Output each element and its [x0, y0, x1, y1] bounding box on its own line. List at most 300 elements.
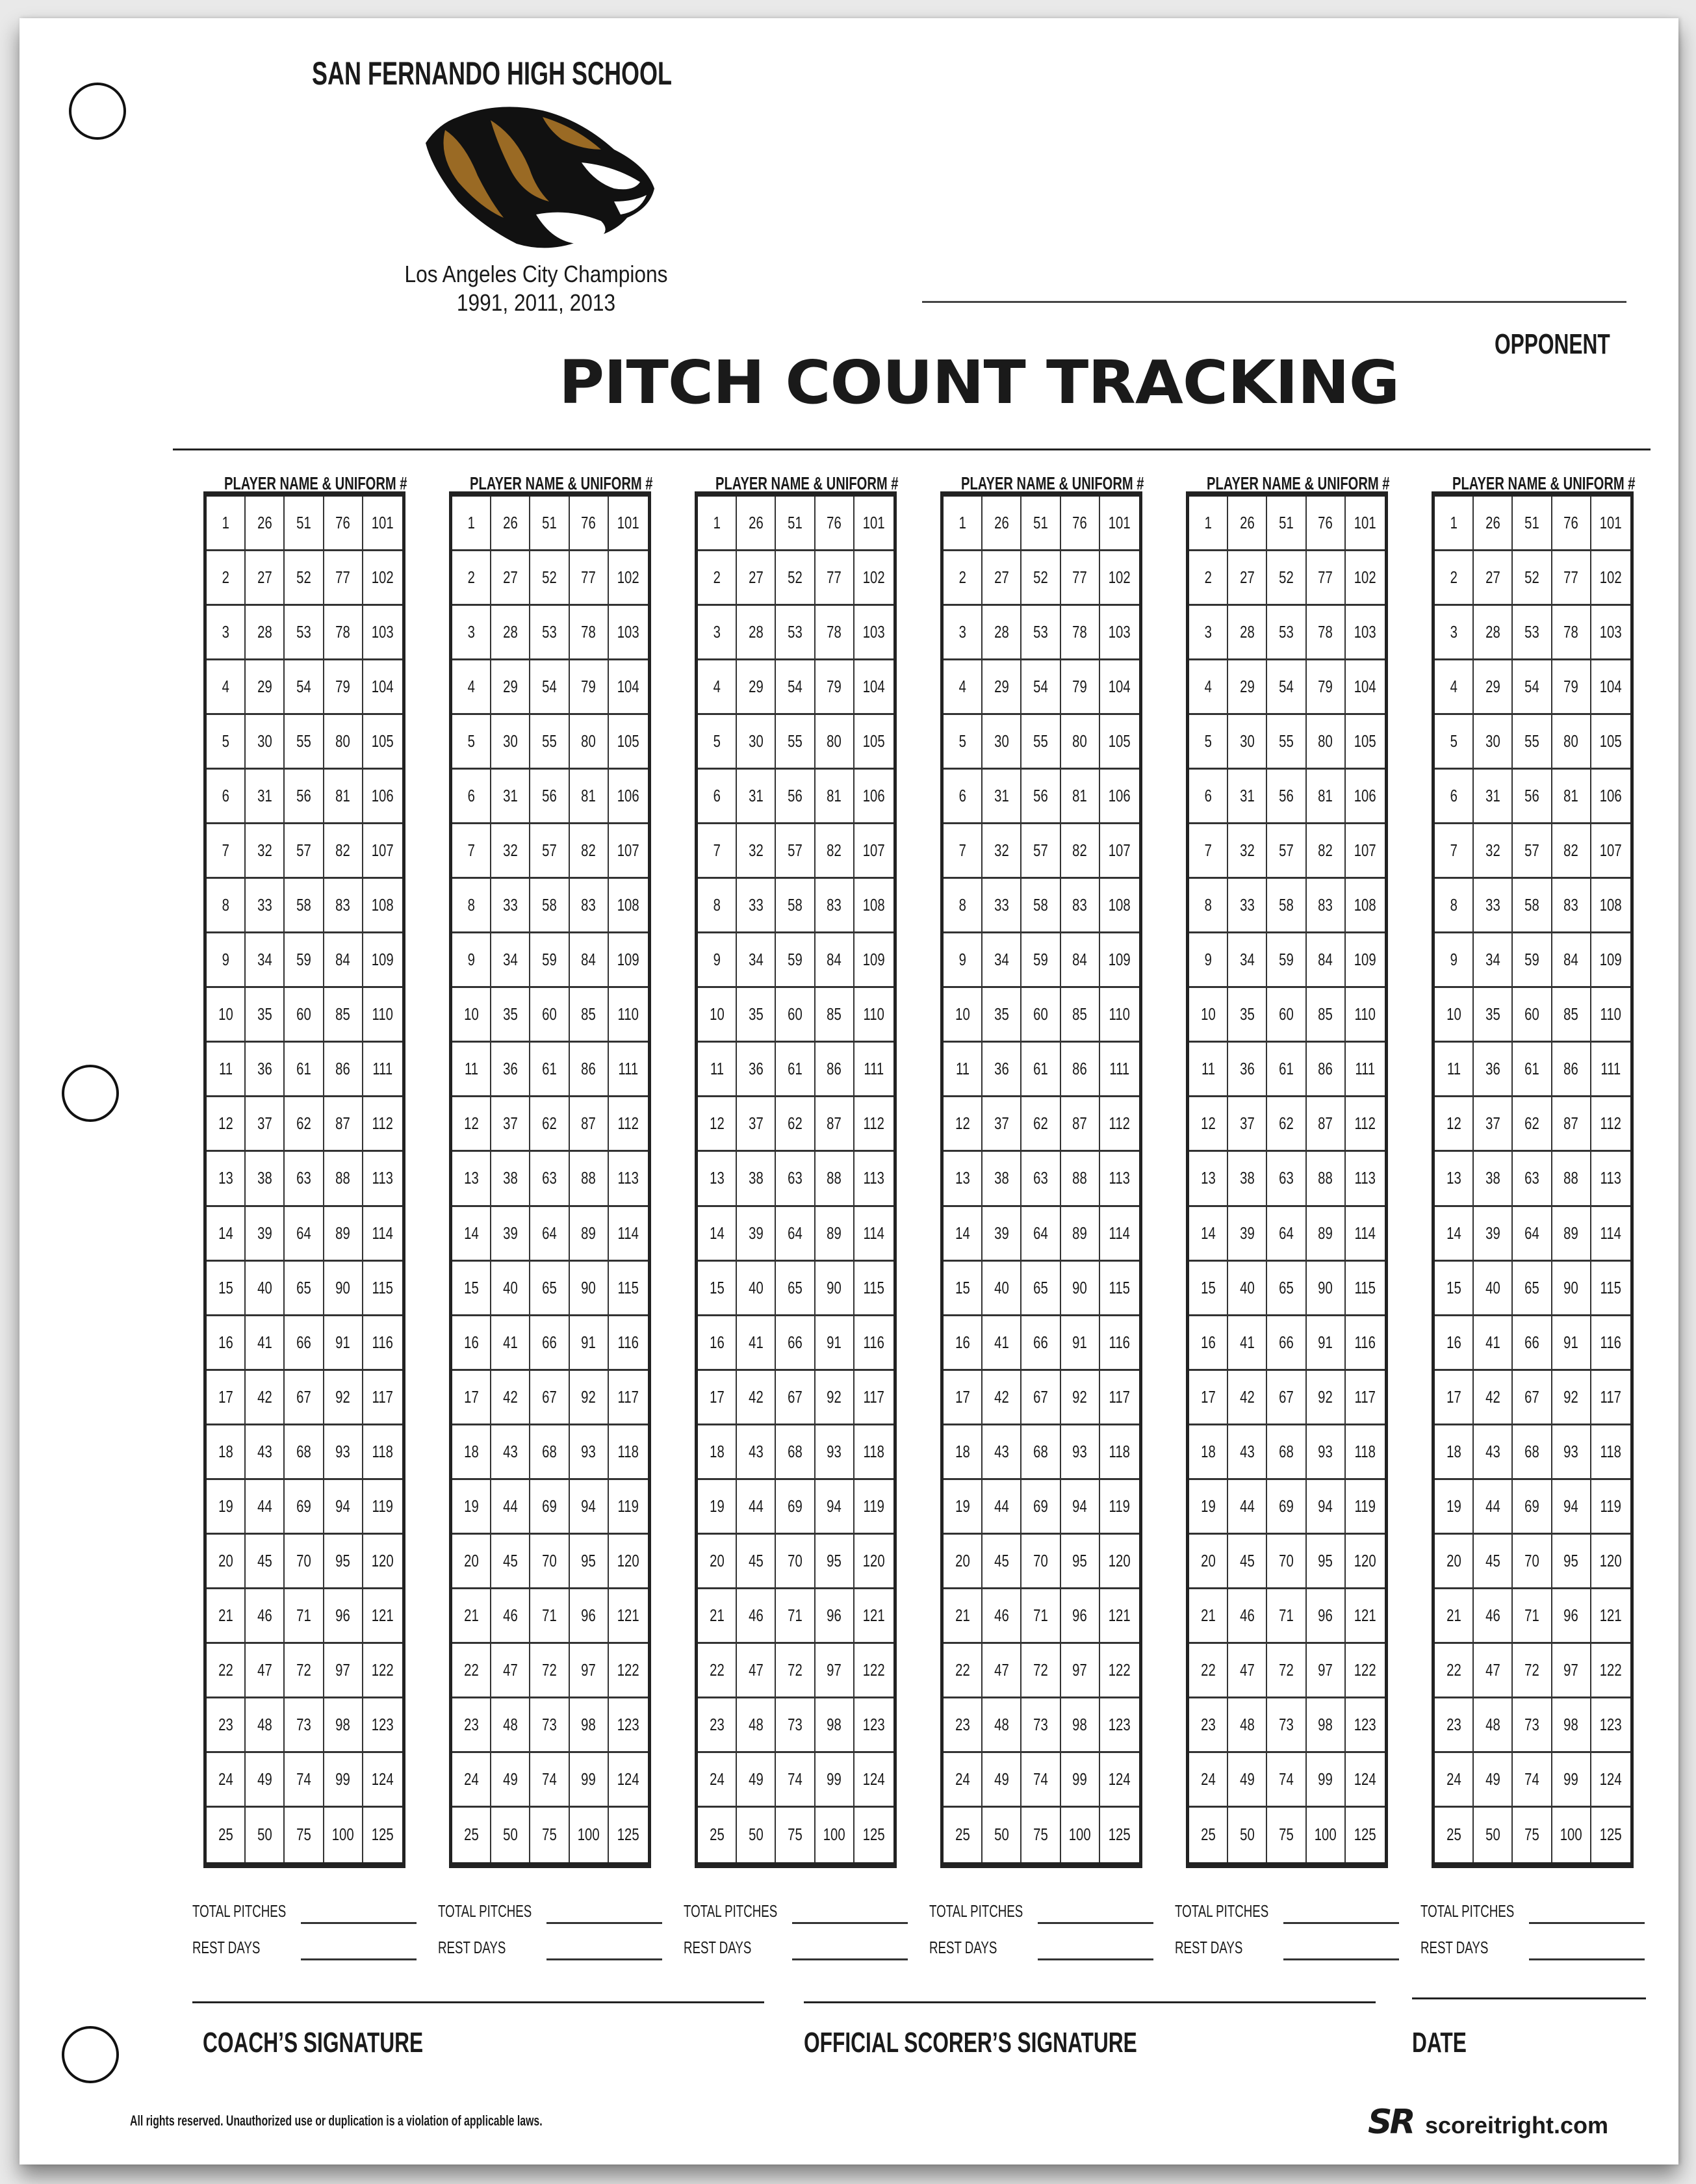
pitch-cell[interactable]	[983, 879, 1021, 933]
pitch-cell[interactable]	[1552, 606, 1591, 660]
pitch-cell[interactable]	[1307, 1371, 1346, 1425]
pitch-cell[interactable]	[1346, 1262, 1385, 1316]
total-pitches-field[interactable]	[546, 1922, 662, 1924]
pitch-cell[interactable]	[737, 1535, 776, 1589]
pitch-cell[interactable]	[1513, 1535, 1552, 1589]
pitch-cell[interactable]	[609, 1043, 648, 1097]
pitch-cell[interactable]	[776, 1808, 815, 1862]
pitch-cell[interactable]	[1346, 1371, 1385, 1425]
pitch-cell[interactable]	[491, 1480, 530, 1535]
pitch-cell[interactable]	[207, 1316, 246, 1371]
pitch-cell[interactable]	[246, 988, 285, 1043]
pitch-cell[interactable]	[1346, 770, 1385, 824]
pitch-cell[interactable]	[1552, 1535, 1591, 1589]
pitch-cell[interactable]	[324, 551, 363, 606]
pitch-cell[interactable]	[737, 1097, 776, 1152]
pitch-cell[interactable]	[1189, 497, 1228, 551]
pitch-cell[interactable]	[491, 606, 530, 660]
pitch-cell[interactable]	[246, 933, 285, 988]
pitch-cell[interactable]	[854, 933, 893, 988]
pitch-cell[interactable]	[698, 933, 737, 988]
pitch-cell[interactable]	[1021, 988, 1060, 1043]
pitch-cell[interactable]	[1189, 606, 1228, 660]
pitch-cell[interactable]	[854, 1753, 893, 1808]
pitch-cell[interactable]	[1591, 1698, 1630, 1753]
pitch-cell[interactable]	[983, 1371, 1021, 1425]
pitch-cell[interactable]	[363, 1371, 402, 1425]
pitch-cell[interactable]	[944, 497, 983, 551]
pitch-cell[interactable]	[737, 824, 776, 879]
pitch-cell[interactable]	[363, 1480, 402, 1535]
pitch-cell[interactable]	[816, 1808, 854, 1862]
pitch-cell[interactable]	[1228, 606, 1267, 660]
pitch-cell[interactable]	[1346, 606, 1385, 660]
pitch-cell[interactable]	[609, 1152, 648, 1206]
pitch-cell[interactable]	[698, 770, 737, 824]
pitch-cell[interactable]	[1267, 1207, 1306, 1262]
pitch-cell[interactable]	[1474, 1808, 1513, 1862]
player-name-header[interactable]: PLAYER NAME & UNIFORM #	[1452, 473, 1636, 493]
pitch-cell[interactable]	[1061, 879, 1100, 933]
pitch-cell[interactable]	[1513, 1698, 1552, 1753]
pitch-cell[interactable]	[1100, 606, 1139, 660]
pitch-cell[interactable]	[1267, 551, 1306, 606]
pitch-cell[interactable]	[1552, 1808, 1591, 1862]
pitch-cell[interactable]	[854, 1371, 893, 1425]
player-name-header[interactable]: PLAYER NAME & UNIFORM #	[224, 473, 407, 493]
pitch-cell[interactable]	[776, 715, 815, 770]
pitch-cell[interactable]	[854, 1698, 893, 1753]
pitch-cell[interactable]	[1513, 1043, 1552, 1097]
pitch-cell[interactable]	[570, 1425, 609, 1480]
pitch-cell[interactable]	[816, 824, 854, 879]
pitch-cell[interactable]	[324, 1043, 363, 1097]
pitch-cell[interactable]	[698, 1316, 737, 1371]
pitch-cell[interactable]	[452, 715, 491, 770]
pitch-cell[interactable]	[1346, 715, 1385, 770]
pitch-cell[interactable]	[737, 1207, 776, 1262]
pitch-cell[interactable]	[246, 1262, 285, 1316]
pitch-cell[interactable]	[1267, 1425, 1306, 1480]
pitch-cell[interactable]	[363, 1589, 402, 1644]
pitch-cell[interactable]	[207, 1207, 246, 1262]
pitch-cell[interactable]	[983, 551, 1021, 606]
pitch-cell[interactable]	[944, 1808, 983, 1862]
pitch-cell[interactable]	[698, 879, 737, 933]
pitch-cell[interactable]	[1346, 1043, 1385, 1097]
pitch-cell[interactable]	[1100, 1371, 1139, 1425]
pitch-cell[interactable]	[1061, 1425, 1100, 1480]
pitch-cell[interactable]	[816, 1152, 854, 1206]
pitch-cell[interactable]	[530, 879, 569, 933]
pitch-cell[interactable]	[1189, 1753, 1228, 1808]
pitch-cell[interactable]	[854, 824, 893, 879]
pitch-cell[interactable]	[1591, 551, 1630, 606]
pitch-cell[interactable]	[570, 497, 609, 551]
rest-days-field[interactable]	[1038, 1958, 1153, 1960]
pitch-cell[interactable]	[1307, 1097, 1346, 1152]
pitch-cell[interactable]	[530, 1589, 569, 1644]
pitch-cell[interactable]	[570, 988, 609, 1043]
pitch-cell[interactable]	[246, 770, 285, 824]
pitch-cell[interactable]	[1346, 1425, 1385, 1480]
pitch-cell[interactable]	[1435, 988, 1474, 1043]
pitch-cell[interactable]	[1346, 1207, 1385, 1262]
pitch-cell[interactable]	[944, 1753, 983, 1808]
pitch-cell[interactable]	[285, 1808, 324, 1862]
pitch-cell[interactable]	[1552, 988, 1591, 1043]
pitch-cell[interactable]	[1189, 933, 1228, 988]
pitch-cell[interactable]	[1267, 824, 1306, 879]
pitch-cell[interactable]	[1435, 1152, 1474, 1206]
pitch-cell[interactable]	[1189, 1152, 1228, 1206]
pitch-cell[interactable]	[452, 1698, 491, 1753]
pitch-cell[interactable]	[491, 1262, 530, 1316]
pitch-cell[interactable]	[1591, 1152, 1630, 1206]
pitch-cell[interactable]	[1591, 1589, 1630, 1644]
pitch-cell[interactable]	[944, 1535, 983, 1589]
pitch-cell[interactable]	[1100, 660, 1139, 715]
pitch-cell[interactable]	[854, 660, 893, 715]
pitch-cell[interactable]	[1100, 497, 1139, 551]
pitch-cell[interactable]	[776, 1097, 815, 1152]
pitch-cell[interactable]	[698, 1262, 737, 1316]
pitch-cell[interactable]	[1100, 1316, 1139, 1371]
opponent-line[interactable]	[922, 301, 1626, 303]
pitch-cell[interactable]	[816, 497, 854, 551]
pitch-cell[interactable]	[1061, 1207, 1100, 1262]
pitch-cell[interactable]	[491, 770, 530, 824]
pitch-cell[interactable]	[854, 1152, 893, 1206]
pitch-cell[interactable]	[854, 1097, 893, 1152]
pitch-cell[interactable]	[1189, 1808, 1228, 1862]
pitch-cell[interactable]	[491, 1316, 530, 1371]
pitch-cell[interactable]	[1307, 606, 1346, 660]
pitch-cell[interactable]	[1474, 1097, 1513, 1152]
pitch-cell[interactable]	[207, 1535, 246, 1589]
pitch-cell[interactable]	[1189, 879, 1228, 933]
pitch-cell[interactable]	[1474, 660, 1513, 715]
pitch-cell[interactable]	[246, 660, 285, 715]
pitch-cell[interactable]	[570, 1698, 609, 1753]
pitch-cell[interactable]	[737, 1262, 776, 1316]
pitch-cell[interactable]	[944, 1698, 983, 1753]
pitch-cell[interactable]	[816, 988, 854, 1043]
total-pitches-field[interactable]	[1038, 1922, 1153, 1924]
pitch-cell[interactable]	[1021, 606, 1060, 660]
pitch-cell[interactable]	[363, 606, 402, 660]
pitch-cell[interactable]	[452, 1425, 491, 1480]
pitch-cell[interactable]	[1267, 1589, 1306, 1644]
pitch-cell[interactable]	[570, 1097, 609, 1152]
player-name-header[interactable]: PLAYER NAME & UNIFORM #	[470, 473, 653, 493]
pitch-cell[interactable]	[698, 1644, 737, 1698]
pitch-cell[interactable]	[1307, 551, 1346, 606]
pitch-cell[interactable]	[776, 1371, 815, 1425]
pitch-cell[interactable]	[1021, 497, 1060, 551]
player-name-header[interactable]: PLAYER NAME & UNIFORM #	[1207, 473, 1390, 493]
pitch-cell[interactable]	[1552, 1152, 1591, 1206]
pitch-cell[interactable]	[1435, 1644, 1474, 1698]
pitch-cell[interactable]	[1061, 1262, 1100, 1316]
pitch-cell[interactable]	[285, 1480, 324, 1535]
pitch-cell[interactable]	[324, 497, 363, 551]
pitch-cell[interactable]	[207, 551, 246, 606]
pitch-cell[interactable]	[1513, 1316, 1552, 1371]
pitch-cell[interactable]	[609, 1589, 648, 1644]
pitch-cell[interactable]	[1552, 715, 1591, 770]
pitch-cell[interactable]	[1228, 1371, 1267, 1425]
pitch-cell[interactable]	[737, 1698, 776, 1753]
pitch-cell[interactable]	[324, 1698, 363, 1753]
pitch-cell[interactable]	[1100, 824, 1139, 879]
pitch-cell[interactable]	[207, 1644, 246, 1698]
pitch-cell[interactable]	[363, 1644, 402, 1698]
pitch-cell[interactable]	[1552, 933, 1591, 988]
pitch-cell[interactable]	[1061, 1698, 1100, 1753]
total-pitches-field[interactable]	[1283, 1922, 1399, 1924]
pitch-cell[interactable]	[207, 770, 246, 824]
pitch-cell[interactable]	[246, 551, 285, 606]
pitch-cell[interactable]	[1307, 1535, 1346, 1589]
pitch-cell[interactable]	[1267, 1097, 1306, 1152]
pitch-cell[interactable]	[1474, 1043, 1513, 1097]
pitch-cell[interactable]	[1061, 770, 1100, 824]
pitch-cell[interactable]	[285, 1043, 324, 1097]
pitch-cell[interactable]	[1346, 879, 1385, 933]
pitch-cell[interactable]	[570, 1753, 609, 1808]
pitch-cell[interactable]	[452, 606, 491, 660]
pitch-cell[interactable]	[1513, 1152, 1552, 1206]
pitch-cell[interactable]	[698, 1589, 737, 1644]
pitch-cell[interactable]	[737, 1316, 776, 1371]
pitch-cell[interactable]	[1591, 1480, 1630, 1535]
pitch-cell[interactable]	[452, 879, 491, 933]
pitch-cell[interactable]	[737, 988, 776, 1043]
pitch-cell[interactable]	[1307, 715, 1346, 770]
pitch-cell[interactable]	[776, 606, 815, 660]
pitch-cell[interactable]	[1021, 1808, 1060, 1862]
pitch-cell[interactable]	[1228, 1425, 1267, 1480]
pitch-cell[interactable]	[491, 1535, 530, 1589]
pitch-cell[interactable]	[1061, 1753, 1100, 1808]
pitch-cell[interactable]	[1100, 1043, 1139, 1097]
pitch-cell[interactable]	[1474, 933, 1513, 988]
pitch-cell[interactable]	[1228, 879, 1267, 933]
pitch-cell[interactable]	[452, 1535, 491, 1589]
pitch-cell[interactable]	[1307, 1753, 1346, 1808]
pitch-cell[interactable]	[737, 933, 776, 988]
pitch-cell[interactable]	[1267, 1698, 1306, 1753]
pitch-cell[interactable]	[1100, 879, 1139, 933]
pitch-cell[interactable]	[1474, 606, 1513, 660]
pitch-cell[interactable]	[816, 1753, 854, 1808]
pitch-cell[interactable]	[944, 606, 983, 660]
pitch-cell[interactable]	[1021, 1043, 1060, 1097]
pitch-cell[interactable]	[207, 879, 246, 933]
pitch-cell[interactable]	[363, 1808, 402, 1862]
pitch-cell[interactable]	[1021, 770, 1060, 824]
pitch-cell[interactable]	[698, 1425, 737, 1480]
pitch-cell[interactable]	[1474, 1316, 1513, 1371]
pitch-cell[interactable]	[1228, 1316, 1267, 1371]
pitch-cell[interactable]	[1591, 1043, 1630, 1097]
pitch-cell[interactable]	[363, 1535, 402, 1589]
pitch-cell[interactable]	[1552, 551, 1591, 606]
pitch-cell[interactable]	[491, 1589, 530, 1644]
pitch-cell[interactable]	[1100, 1535, 1139, 1589]
pitch-cell[interactable]	[698, 1480, 737, 1535]
pitch-cell[interactable]	[1435, 1753, 1474, 1808]
pitch-cell[interactable]	[1513, 1097, 1552, 1152]
pitch-cell[interactable]	[452, 933, 491, 988]
pitch-cell[interactable]	[983, 1043, 1021, 1097]
pitch-cell[interactable]	[1267, 660, 1306, 715]
pitch-cell[interactable]	[1228, 660, 1267, 715]
total-pitches-field[interactable]	[301, 1922, 417, 1924]
pitch-cell[interactable]	[207, 715, 246, 770]
pitch-cell[interactable]	[1100, 1698, 1139, 1753]
pitch-cell[interactable]	[324, 1097, 363, 1152]
pitch-cell[interactable]	[609, 1535, 648, 1589]
pitch-cell[interactable]	[1228, 1808, 1267, 1862]
pitch-cell[interactable]	[1591, 715, 1630, 770]
pitch-cell[interactable]	[944, 1371, 983, 1425]
pitch-cell[interactable]	[1435, 551, 1474, 606]
pitch-cell[interactable]	[983, 715, 1021, 770]
pitch-cell[interactable]	[1189, 988, 1228, 1043]
pitch-cell[interactable]	[530, 933, 569, 988]
pitch-cell[interactable]	[1435, 1207, 1474, 1262]
pitch-cell[interactable]	[816, 606, 854, 660]
pitch-cell[interactable]	[1591, 1262, 1630, 1316]
pitch-cell[interactable]	[737, 1371, 776, 1425]
pitch-cell[interactable]	[776, 1535, 815, 1589]
pitch-cell[interactable]	[246, 1316, 285, 1371]
pitch-cell[interactable]	[324, 1535, 363, 1589]
pitch-cell[interactable]	[207, 606, 246, 660]
pitch-cell[interactable]	[776, 660, 815, 715]
pitch-cell[interactable]	[530, 1152, 569, 1206]
pitch-cell[interactable]	[1267, 933, 1306, 988]
pitch-cell[interactable]	[698, 497, 737, 551]
pitch-cell[interactable]	[363, 988, 402, 1043]
pitch-cell[interactable]	[698, 1535, 737, 1589]
pitch-cell[interactable]	[698, 1808, 737, 1862]
pitch-cell[interactable]	[609, 988, 648, 1043]
pitch-cell[interactable]	[854, 497, 893, 551]
pitch-cell[interactable]	[1513, 824, 1552, 879]
pitch-cell[interactable]	[452, 551, 491, 606]
pitch-cell[interactable]	[1513, 1425, 1552, 1480]
pitch-cell[interactable]	[1021, 715, 1060, 770]
pitch-cell[interactable]	[1061, 606, 1100, 660]
pitch-cell[interactable]	[1552, 1753, 1591, 1808]
pitch-cell[interactable]	[1307, 1644, 1346, 1698]
pitch-cell[interactable]	[1552, 1043, 1591, 1097]
pitch-cell[interactable]	[363, 1753, 402, 1808]
pitch-cell[interactable]	[1267, 715, 1306, 770]
pitch-cell[interactable]	[491, 1644, 530, 1698]
pitch-cell[interactable]	[1189, 1262, 1228, 1316]
pitch-cell[interactable]	[609, 1371, 648, 1425]
pitch-cell[interactable]	[776, 1152, 815, 1206]
pitch-cell[interactable]	[530, 551, 569, 606]
pitch-cell[interactable]	[207, 1425, 246, 1480]
pitch-cell[interactable]	[776, 1425, 815, 1480]
pitch-cell[interactable]	[816, 770, 854, 824]
pitch-cell[interactable]	[1307, 1043, 1346, 1097]
pitch-cell[interactable]	[1552, 1425, 1591, 1480]
pitch-cell[interactable]	[816, 1043, 854, 1097]
pitch-cell[interactable]	[1552, 1316, 1591, 1371]
pitch-cell[interactable]	[363, 770, 402, 824]
pitch-cell[interactable]	[530, 715, 569, 770]
pitch-cell[interactable]	[1228, 551, 1267, 606]
pitch-cell[interactable]	[1435, 824, 1474, 879]
pitch-cell[interactable]	[609, 1262, 648, 1316]
pitch-cell[interactable]	[1591, 1535, 1630, 1589]
pitch-cell[interactable]	[1267, 770, 1306, 824]
pitch-cell[interactable]	[324, 988, 363, 1043]
pitch-cell[interactable]	[1061, 497, 1100, 551]
pitch-cell[interactable]	[246, 715, 285, 770]
pitch-cell[interactable]	[698, 715, 737, 770]
pitch-cell[interactable]	[1307, 824, 1346, 879]
pitch-cell[interactable]	[1307, 770, 1346, 824]
pitch-cell[interactable]	[285, 933, 324, 988]
pitch-cell[interactable]	[609, 879, 648, 933]
rest-days-field[interactable]	[546, 1958, 662, 1960]
pitch-cell[interactable]	[1100, 933, 1139, 988]
pitch-cell[interactable]	[324, 1316, 363, 1371]
pitch-cell[interactable]	[983, 1207, 1021, 1262]
pitch-cell[interactable]	[530, 1480, 569, 1535]
pitch-cell[interactable]	[1267, 879, 1306, 933]
pitch-cell[interactable]	[285, 551, 324, 606]
pitch-cell[interactable]	[1061, 1152, 1100, 1206]
pitch-cell[interactable]	[1591, 770, 1630, 824]
pitch-cell[interactable]	[944, 879, 983, 933]
pitch-cell[interactable]	[207, 933, 246, 988]
pitch-cell[interactable]	[1435, 1043, 1474, 1097]
pitch-cell[interactable]	[246, 879, 285, 933]
pitch-cell[interactable]	[285, 879, 324, 933]
pitch-cell[interactable]	[1435, 1589, 1474, 1644]
pitch-cell[interactable]	[324, 1753, 363, 1808]
pitch-cell[interactable]	[609, 1644, 648, 1698]
pitch-cell[interactable]	[1591, 879, 1630, 933]
pitch-cell[interactable]	[1346, 1589, 1385, 1644]
pitch-cell[interactable]	[944, 660, 983, 715]
pitch-cell[interactable]	[1100, 1152, 1139, 1206]
pitch-cell[interactable]	[530, 1698, 569, 1753]
pitch-cell[interactable]	[324, 660, 363, 715]
pitch-cell[interactable]	[1021, 660, 1060, 715]
pitch-cell[interactable]	[246, 1371, 285, 1425]
pitch-cell[interactable]	[983, 1425, 1021, 1480]
pitch-cell[interactable]	[1189, 1097, 1228, 1152]
pitch-cell[interactable]	[854, 988, 893, 1043]
pitch-cell[interactable]	[698, 1207, 737, 1262]
pitch-cell[interactable]	[1307, 660, 1346, 715]
pitch-cell[interactable]	[491, 1425, 530, 1480]
pitch-cell[interactable]	[1021, 879, 1060, 933]
pitch-cell[interactable]	[491, 497, 530, 551]
pitch-cell[interactable]	[452, 1043, 491, 1097]
pitch-cell[interactable]	[944, 1644, 983, 1698]
pitch-cell[interactable]	[1435, 1480, 1474, 1535]
